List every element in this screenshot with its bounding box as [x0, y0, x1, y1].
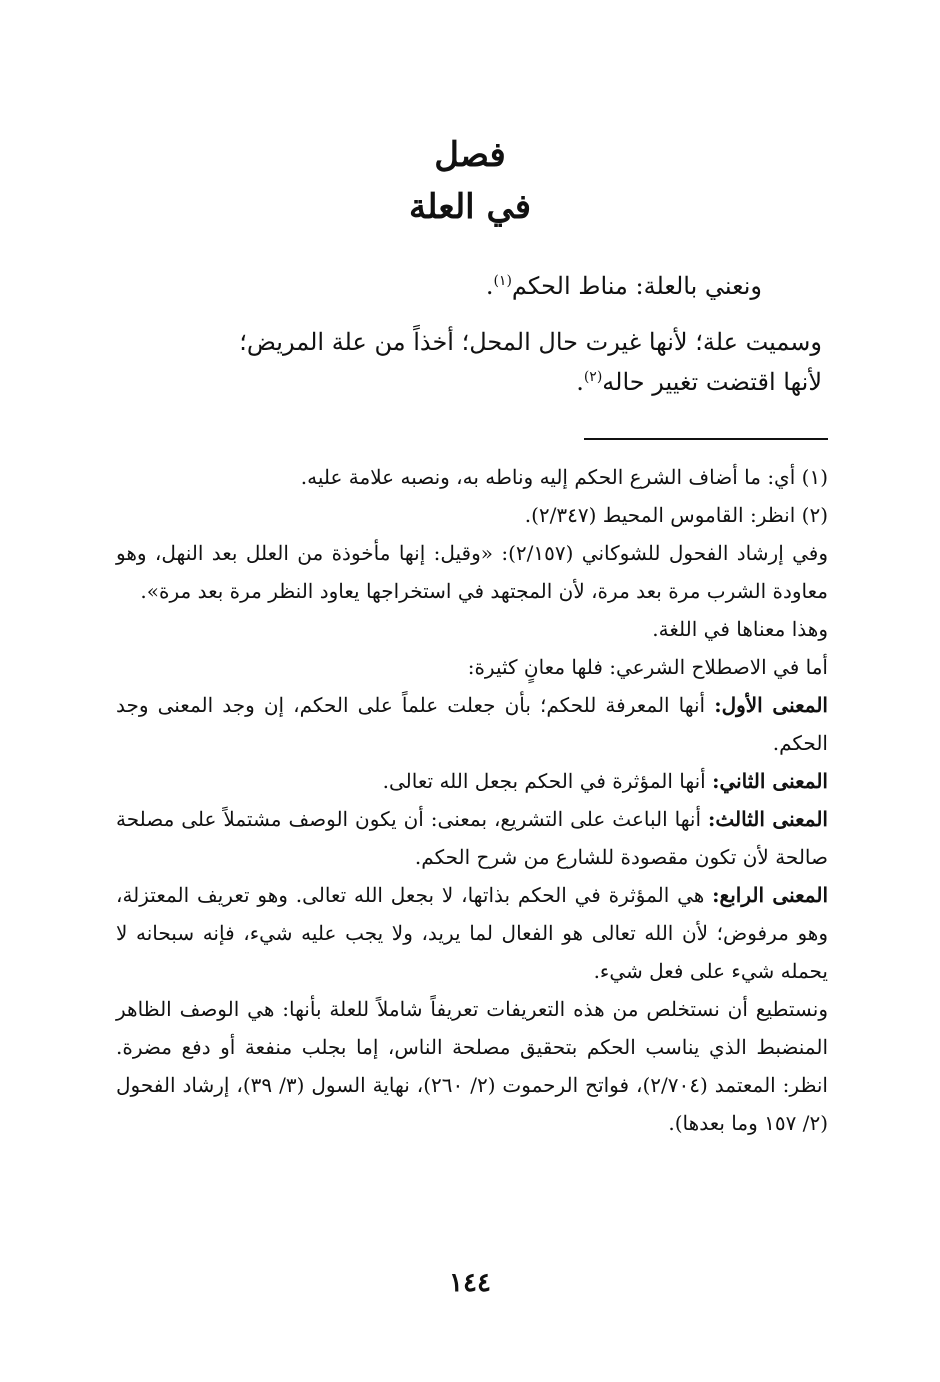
footnote-ref-1[interactable]: (١)	[493, 273, 512, 289]
meaning-text: أنها المعرفة للحكم؛ بأن جعلت علماً على الحكم، إن وجد المعنى وجد الحكم.	[116, 693, 828, 755]
body-paragraph-2	[116, 322, 822, 402]
punctuation: .	[485, 272, 494, 300]
meaning-4	[116, 876, 828, 990]
meaning-label: المعنى الأول:	[714, 693, 828, 717]
body-text: وسميت علة؛ لأنها غيرت حال المحل؛ أخذاً من علة المريض؛	[239, 328, 822, 356]
body-paragraph-1	[116, 266, 822, 306]
footnote-line: وهذا معناها في اللغة.	[652, 617, 828, 641]
footnote-1: (١) أي: ما أضاف الشرع الحكم إليه وناطه به، ونصبه علامة عليه.	[300, 465, 828, 489]
chapter-title: فصل	[434, 135, 506, 175]
footnote-summary: ونستطيع أن نستخلص من هذه التعريفات تعريفاً شاملاً للعلة بأنها: هي الوصف الظاهر المنضبط الذي يناسب الحكم بتحقيق مصلحة الناس، إما بجلب منفعة أو دفع مضرة. انظر: المعتمد (٢/٧٠٤)، فواتح الرحموت (٢/ ٢٦٠)، نهاية السول (٣/ ٣٩)، إرشاد الفحول (٢/ ١٥٧ وما بعدها).	[116, 997, 828, 1135]
meaning-label: المعنى الثالث:	[707, 807, 828, 831]
body-text: لأنها اقتضت تغيير حاله	[602, 368, 822, 396]
meaning-text: أنها الباعث على التشريع، بمعنى: أن يكون الوصف مشتملاً على مصلحة صالحة لأن تكون مقصودة للشارع من شرح الحكم.	[116, 807, 828, 869]
body-text: ونعني بالعلة: مناط الحكم	[511, 272, 762, 300]
footnote-2: (٢) انظر: القاموس المحيط (٢/٣٤٧).	[524, 503, 828, 527]
meaning-2	[116, 762, 828, 800]
meaning-text: هي المؤثرة في الحكم بذاتها، لا بجعل الله تعالى. وهو تعريف المعتزلة، وهو مرفوض؛ لأن الله تعالى هو الفعال لما يريد، ولا يجب عليه شيء، فإنه سبحانه لا يحمله شيء على فعل شيء.	[116, 883, 828, 983]
meaning-label: المعنى الثاني:	[712, 769, 828, 793]
footnote-separator	[584, 438, 828, 440]
punctuation: .	[576, 368, 584, 396]
meaning-label: المعنى الرابع:	[712, 883, 829, 907]
footnote-ref-2[interactable]: (٢)	[583, 369, 603, 385]
footnotes	[116, 458, 828, 1142]
page-number: ١٤٤	[449, 1268, 491, 1298]
chapter-subtitle: في العلة	[408, 187, 532, 227]
meaning-text: أنها المؤثرة في الحكم بجعل الله تعالى.	[382, 769, 713, 793]
meaning-1	[116, 686, 828, 762]
footnote-line: أما في الاصطلاح الشرعي: فلها معانٍ كثيرة:	[467, 655, 828, 679]
meaning-3	[116, 800, 828, 876]
footnote-quote: وفي إرشاد الفحول للشوكاني (٢/١٥٧): «وقيل: إنها مأخوذة من العلل بعد النهل، وهو معاودة الشرب مرة بعد مرة، لأن المجتهد في استخراجها يعاود النظر مرة بعد مرة».	[116, 541, 828, 603]
